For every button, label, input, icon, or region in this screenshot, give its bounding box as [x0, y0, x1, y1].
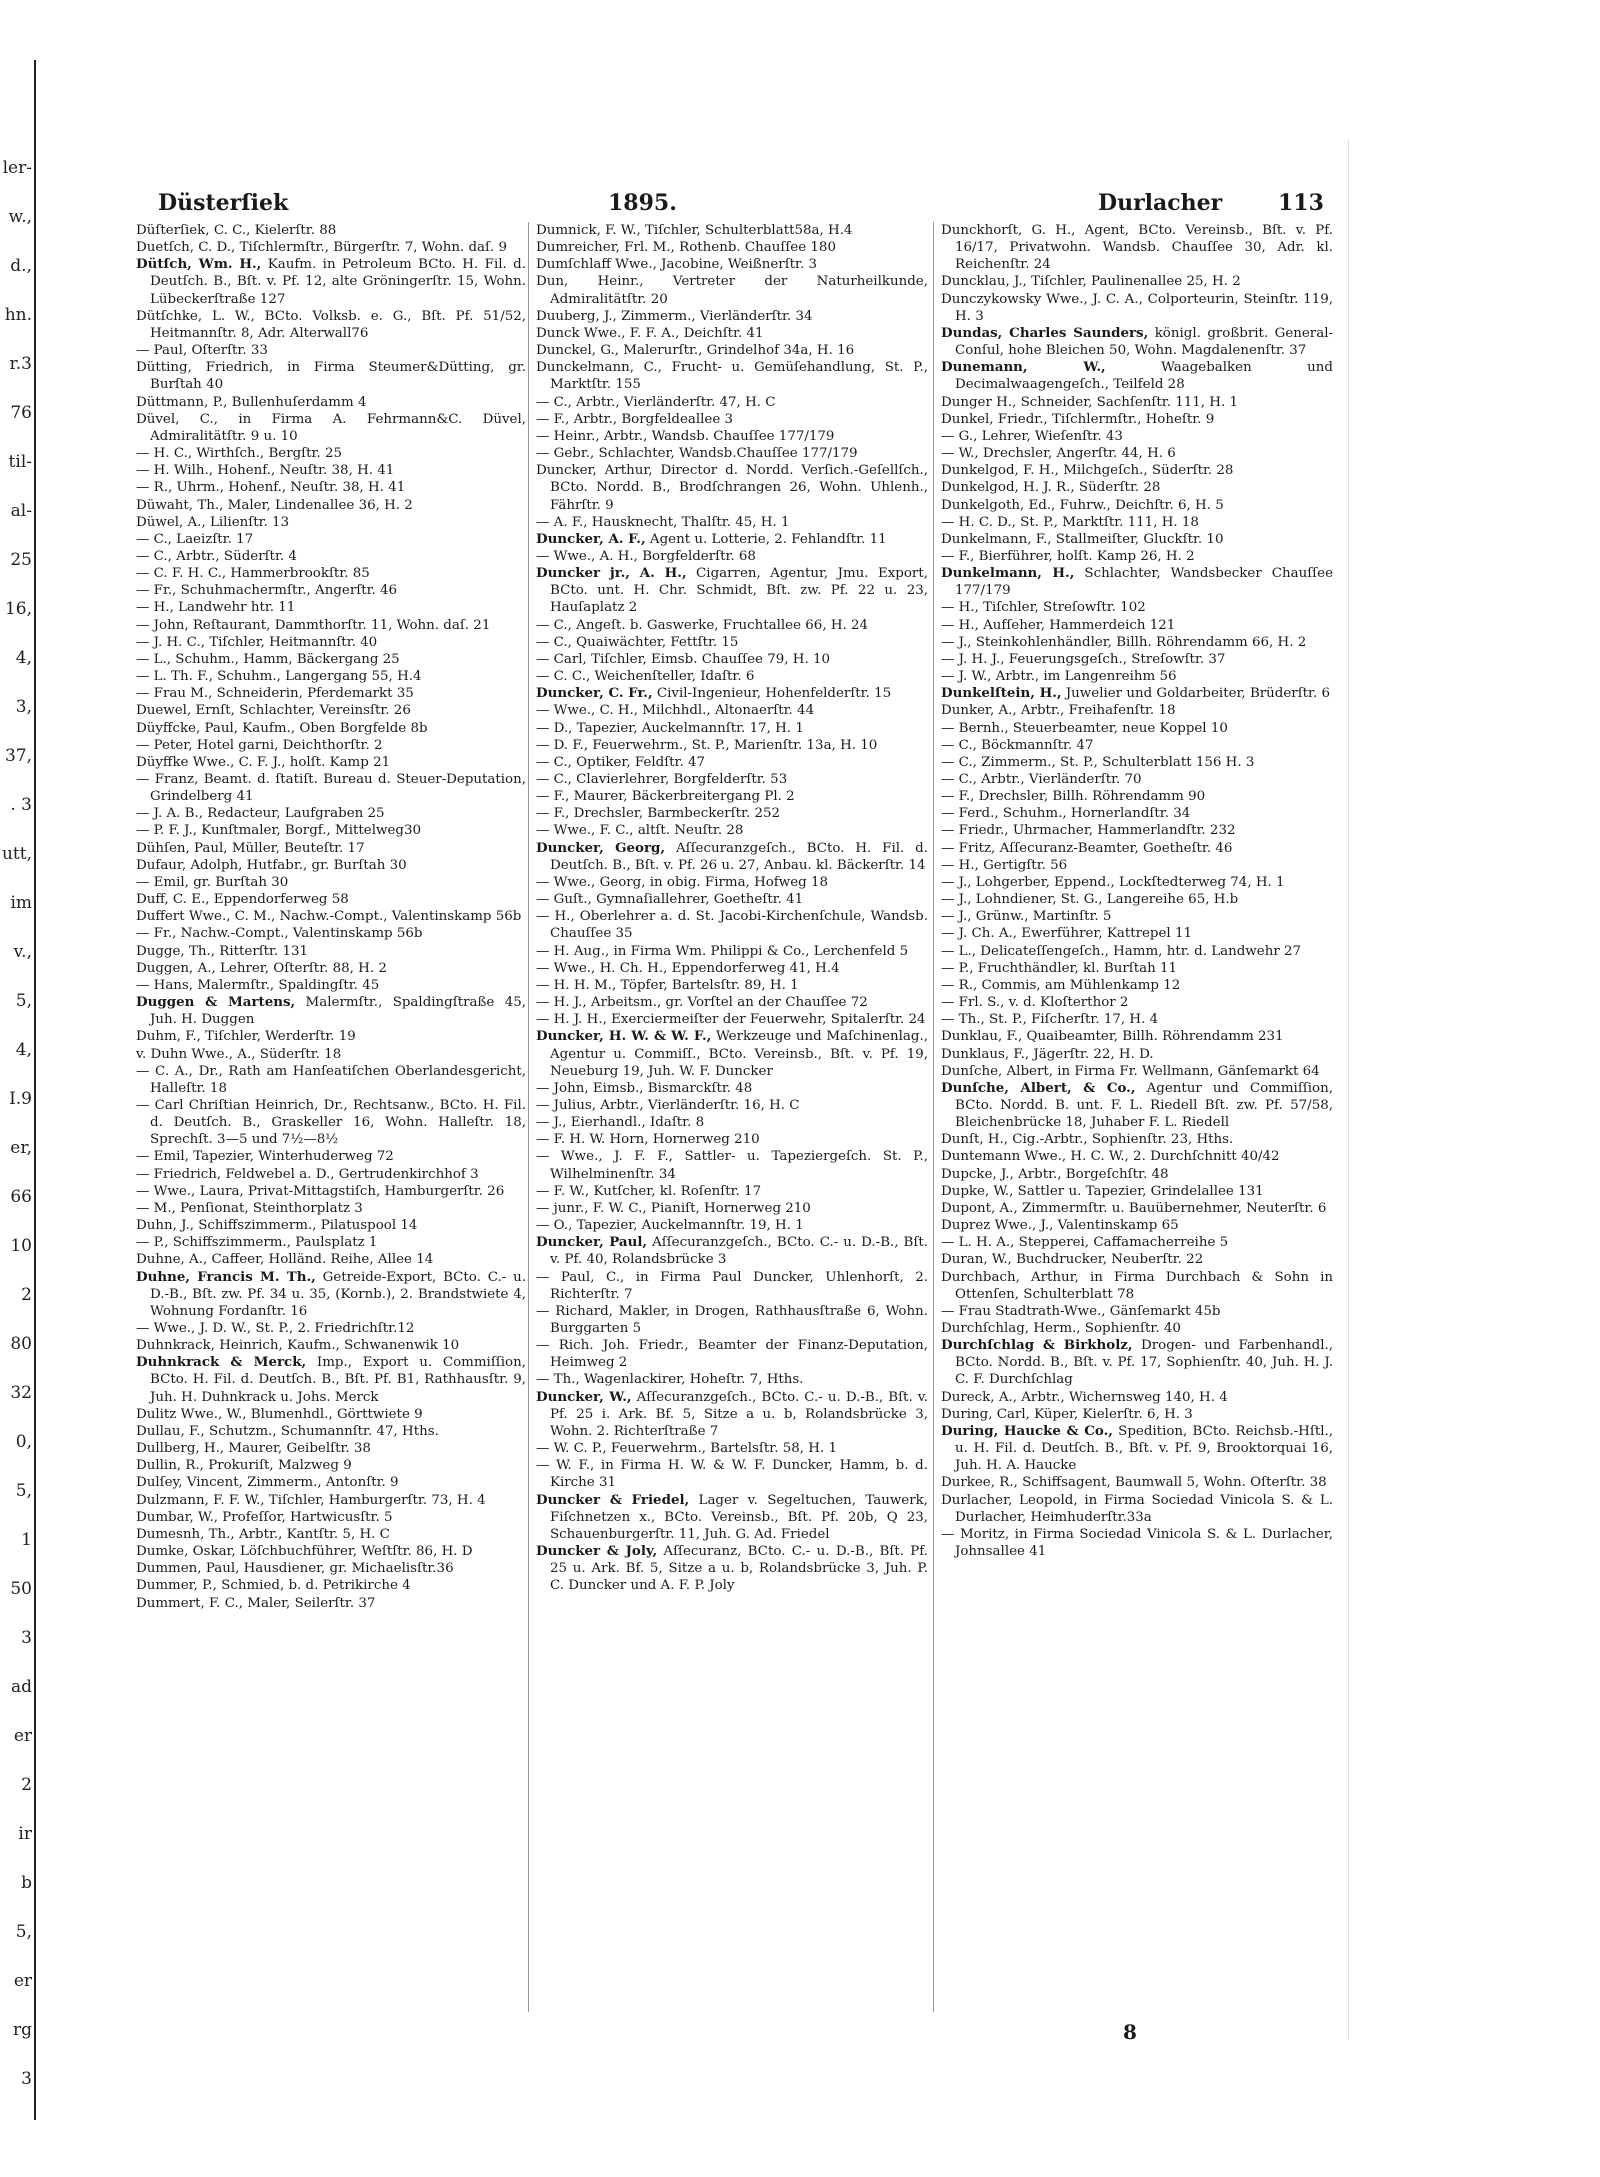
directory-entry: Duggen & Martens, Malermſtr., Spaldingſtraße 45, Juh. H. Duggen — [136, 994, 527, 1028]
directory-entry: Duran, W., Buchdrucker, Neuberſtr. 22 — [941, 1252, 1204, 1268]
directory-entry: — Th., Wagenlackirer, Hoheſtr. 7, Hths. — [536, 1372, 804, 1388]
directory-entry: Durchſchlag, Herm., Sophienſtr. 40 — [941, 1321, 1181, 1336]
directory-entry: — J. W., Arbtr., im Langenreihm 56 — [941, 669, 1177, 685]
margin-fragment: 3 — [21, 2069, 32, 2089]
directory-entry: Duncker, Arthur, Director d. Nordd. Verſich.-Geſellſch., BCto. Nordd. B., Brodſchrangen 26, Wohn. Uhlenh., Fährſtr. 9 — [536, 463, 928, 513]
directory-entry: — Guſt., Gymnaſiallehrer, Goetheſtr. 41 — [536, 892, 804, 908]
directory-entry: — John, Reſtaurant, Dammthorſtr. 11, Wohn. daſ. 21 — [136, 617, 491, 633]
directory-entry: Dulitz Wwe., W., Blumenhdl., Görttwiete 9 — [136, 1406, 423, 1422]
directory-entry: Dunkelmann, H., Schlachter, Wandsbecker Chauſſee 177/179 — [941, 565, 1333, 599]
margin-fragment: w., — [8, 207, 32, 227]
directory-entry: — R., Uhrm., Hohenf., Neuſtr. 38, H. 41 — [136, 480, 406, 496]
margin-fragment: utt, — [1, 844, 32, 864]
directory-entry: Dunkelgod, F. H., Milchgeſch., Süderſtr. 28 — [941, 463, 1234, 479]
margin-fragment: 25 — [10, 550, 32, 570]
directory-entry: — Fritz, Aſſecuranz-Beamter, Goetheſtr. 46 — [941, 840, 1233, 856]
column-2 — [536, 222, 928, 1595]
directory-entry: — Emil, Tapezier, Winterhuderweg 72 — [136, 1149, 394, 1165]
margin-fragment: hn. — [4, 305, 32, 325]
margin-fragment: al- — [10, 501, 32, 521]
directory-entry: Duewel, Ernſt, Schlachter, Vereinsſtr. 26 — [136, 703, 411, 719]
directory-entry: — H. Wilh., Hohenf., Neuſtr. 38, H. 41 — [136, 463, 395, 479]
directory-entry: — J. H. C., Tiſchler, Heitmannſtr. 40 — [136, 634, 378, 650]
directory-entry: Düvel, C., in Firma A. Fehrmann&C. Düvel, Admiralitätſtr. 9 u. 10 — [136, 411, 526, 444]
directory-entry: — W., Drechsler, Angerſtr. 44, H. 6 — [941, 446, 1176, 462]
directory-entry: — Richard, Makler, in Drogen, Rathhausſtraße 6, Wohn. Burggarten 5 — [536, 1303, 928, 1336]
directory-entry: Duncklau, J., Tiſchler, Paulinenallee 25, H. 2 — [941, 274, 1241, 290]
directory-entry: — F., Maurer, Bäckerbreitergang Pl. 2 — [536, 789, 795, 805]
page-header — [138, 190, 1338, 220]
directory-entry: — C., Optiker, Feldſtr. 47 — [536, 754, 706, 770]
directory-entry: — D., Tapezier, Auckelmannſtr. 17, H. 1 — [536, 720, 804, 736]
directory-entry: Dullberg, H., Maurer, Geibelſtr. 38 — [136, 1441, 371, 1457]
directory-entry: — Paul, C., in Firma Paul Duncker, Uhlenhorſt, 2. Richterſtr. 7 — [536, 1269, 928, 1302]
directory-entry: — Carl Chriſtian Heinrich, Dr., Rechtsanw., BCto. H. Fil. d. Deutſch. B., Graskeller 16, Wohn. Halleſtr. 18, Sprechſt. 3—5 und 7½—8½ — [136, 1097, 526, 1148]
directory-entry: Dühſen, Paul, Müller, Beuteſtr. 17 — [136, 840, 365, 856]
directory-entry: — L., Schuhm., Hamm, Bäckergang 25 — [136, 651, 400, 667]
directory-entry: — Frau M., Schneiderin, Pferdemarkt 35 — [136, 686, 414, 702]
directory-entry: Dunkelgod, H. J. R., Süderſtr. 28 — [941, 480, 1161, 496]
margin-fragment: 4, — [15, 648, 32, 668]
directory-entry: Dumſchlaff Wwe., Jacobine, Weißnerſtr. 3 — [536, 257, 817, 273]
margin-fragment: 32 — [10, 1383, 32, 1403]
margin-fragment: r.3 — [9, 354, 32, 374]
directory-entry: — H. J. H., Exerciermeiſter der Feuerwehr, Spitalerſtr. 24 — [536, 1012, 926, 1028]
directory-entry: Dunckel, G., Malerurſtr., Grindelhof 34a, H. 16 — [536, 343, 855, 359]
directory-entry: — J., Lohndiener, St. G., Langereihe 65, H.b — [941, 892, 1239, 908]
directory-entry: — L. Th. F., Schuhm., Langergang 55, H.4 — [136, 669, 422, 685]
margin-fragment: 5, — [15, 991, 32, 1011]
directory-entry: — H., Landwehr htr. 11 — [136, 600, 296, 616]
directory-entry: — C., Laeizſtr. 17 — [136, 531, 254, 547]
directory-entry: Dunſche, Albert, in Firma Fr. Wellmann, Gänſemarkt 64 — [941, 1063, 1320, 1079]
directory-entry: — Friedr., Uhrmacher, Hammerlandſtr. 232 — [941, 823, 1236, 839]
directory-entry: Dummert, F. C., Maler, Seilerſtr. 37 — [136, 1595, 376, 1611]
margin-fragment: b — [21, 1873, 32, 1893]
directory-entry: Duhnkrack & Merck, Imp., Export u. Commiſſion, BCto. H. Fil. d. Deutſch. B., Bſt. Pf. B1, Rathhausſtr. 9, Juh. H. Duhnkrack u. Johs. Merck — [136, 1354, 526, 1405]
directory-entry: — F., Drechsler, Billh. Röhrendamm 90 — [941, 789, 1206, 805]
margin-fragment: . 3 — [10, 795, 32, 815]
directory-entry: Dupcke, J., Arbtr., Borgeſchſtr. 48 — [941, 1166, 1169, 1182]
margin-fragment: 37, — [4, 746, 32, 766]
directory-entry: Dumnick, F. W., Tiſchler, Schulterblatt58a, H.4 — [536, 223, 853, 238]
directory-entry: — Wwe., H. Ch. H., Eppendorferweg 41, H.4 — [536, 960, 840, 976]
margin-fragment: d., — [10, 256, 32, 276]
directory-entry: — H. C. D., St. P., Marktſtr. 111, H. 18 — [941, 514, 1199, 530]
directory-entry: — H., Oberlehrer a. d. St. Jacobi-Kirchenſchule, Wandsb. Chauſſee 35 — [536, 909, 928, 942]
margin-fragment: im — [10, 893, 32, 913]
directory-entry: Duncker, Georg, Aſſecuranzgeſch., BCto. H. Fil. d. Deutſch. B., Bſt. v. Pf. 26 u. 27, Anbau. kl. Bäckerſtr. 14 — [536, 839, 928, 873]
directory-entry: — C., Clavierlehrer, Borgfelderſtr. 53 — [536, 772, 788, 787]
column-1 — [136, 222, 526, 1612]
margin-fragment: 66 — [10, 1187, 32, 1207]
directory-entry: Dummer, P., Schmied, b. d. Petrikirche 4 — [136, 1578, 411, 1594]
directory-entry: — L., Delicateſſengeſch., Hamm, htr. d. Landwehr 27 — [941, 943, 1302, 959]
directory-entry: Duuberg, J., Zimmerm., Vierländerſtr. 34 — [536, 308, 813, 324]
directory-entry: Dumreicher, Frl. M., Rothenb. Chauſſee 180 — [536, 240, 836, 256]
directory-entry: Dunkelſtein, H., Juwelier und Goldarbeiter, Brüderſtr. 6 — [941, 685, 1331, 702]
directory-entry: Dupont, A., Zimmermſtr. u. Bauübernehmer, Neuterſtr. 6 — [941, 1200, 1327, 1216]
directory-entry: — G., Lehrer, Wieſenſtr. 43 — [941, 428, 1123, 444]
directory-entry: — Frau Stadtrath-Wwe., Gänſemarkt 45b — [941, 1303, 1221, 1319]
directory-entry: — C. C., Weichenſteller, Idaſtr. 6 — [536, 669, 755, 685]
directory-entry: — Rich. Joh. Friedr., Beamter der Finanz-Deputation, Heimweg 2 — [536, 1338, 928, 1371]
directory-entry: Dütſchke, L. W., BCto. Volksb. e. G., Bſt. Pf. 51/52, Heitmannſtr. 8, Adr. Alterwall76 — [136, 308, 526, 341]
directory-entry: Dunemann, W., Waagebalken und Decimalwaagengeſch., Teilfeld 28 — [941, 359, 1333, 393]
directory-entry: Dumke, Oskar, Löſchbuchführer, Weſtſtr. 86, H. D — [136, 1544, 473, 1560]
directory-entry: Dun, Heinr., Vertreter der Naturheilkunde, Admiralitätſtr. 20 — [536, 274, 928, 307]
margin-fragment: ir — [18, 1824, 32, 1844]
directory-entry: — C., Arbtr., Süderſtr. 4 — [136, 548, 297, 564]
directory-entry: — Wwe., A. H., Borgfelderſtr. 68 — [536, 548, 756, 564]
directory-entry: — Hans, Malermſtr., Spaldingſtr. 45 — [136, 977, 380, 993]
directory-entry: Düyffcke, Paul, Kaufm., Oben Borgfelde 8b — [136, 720, 428, 736]
directory-entry: Dunklaus, F., Jägerſtr. 22, H. D. — [941, 1046, 1154, 1062]
directory-entry: — L. H. A., Stepperei, Caffamacherreihe 5 — [941, 1235, 1229, 1251]
directory-entry: Dureck, A., Arbtr., Wichernsweg 140, H. 4 — [941, 1389, 1228, 1405]
directory-entry: Dumesnh, Th., Arbtr., Kantſtr. 5, H. C — [136, 1526, 390, 1542]
directory-entry: — F. W., Kutſcher, kl. Roſenſtr. 17 — [536, 1183, 762, 1199]
directory-entry: Duntemann Wwe., H. C. W., 2. Durchſchnitt 40/42 — [941, 1149, 1280, 1165]
directory-entry: Duprez Wwe., J., Valentinskamp 65 — [941, 1218, 1179, 1234]
directory-entry: — Franz, Beamt. d. ſtatiſt. Bureau d. Steuer-Deputation, Grindelberg 41 — [136, 772, 526, 805]
directory-entry: Dummen, Paul, Hausdiener, gr. Michaelisſtr.36 — [136, 1561, 454, 1577]
margin-fragment: 5, — [15, 1481, 32, 1501]
margin-fragment: 2 — [21, 1285, 32, 1305]
directory-entry: — P., Schiffszimmerm., Paulsplatz 1 — [136, 1235, 378, 1251]
directory-entry: Dumbar, W., Profeſſor, Hartwicusſtr. 5 — [136, 1509, 393, 1525]
previous-page-edge — [0, 60, 36, 2120]
directory-entry: — Paul, Oſterſtr. 33 — [136, 343, 268, 359]
directory-entry: — F., Bierführer, holſt. Kamp 26, H. 2 — [941, 548, 1195, 564]
directory-entry: — Wwe., J. F. F., Sattler- u. Tapeziergeſch. St. P., Wilhelminenſtr. 34 — [536, 1149, 928, 1182]
directory-entry: Dunczykowsky Wwe., J. C. A., Colporteurin, Steinſtr. 119, H. 3 — [941, 291, 1333, 324]
directory-entry: Duhnkrack, Heinrich, Kaufm., Schwanenwik 10 — [136, 1338, 460, 1354]
margin-fragment: ad — [10, 1677, 32, 1697]
directory-entry: — J., Lohgerber, Eppend., Lockſtedterweg 74, H. 1 — [941, 874, 1285, 890]
column-rule — [933, 222, 934, 2012]
directory-entry: Duhne, Francis M. Th., Getreide-Export, BCto. C.- u. D.-B., Bſt. zw. Pf. 34 u. 35, (Kornb.), 2. Brandstwiete 4, Wohnung Fordanſtr. 16 — [136, 1268, 527, 1319]
directory-entry: — Carl, Tiſchler, Eimsb. Chauſſee 79, H. 10 — [536, 651, 831, 667]
directory-entry: — C., Arbtr., Vierländerſtr. 47, H. C — [536, 394, 776, 410]
header-year: 1895. — [608, 190, 677, 216]
directory-entry: Durchbach, Arthur, in Firma Durchbach & Sohn in Ottenſen, Schulterblatt 78 — [941, 1269, 1333, 1302]
directory-entry: Dupke, W., Sattler u. Tapezier, Grindelallee 131 — [941, 1183, 1264, 1199]
directory-entry: Duncker, A. F., Agent u. Lotterie, 2. Fehlandſtr. 11 — [536, 530, 887, 547]
directory-entry: — C., Zimmerm., St. P., Schulterblatt 156 H. 3 — [941, 754, 1255, 770]
directory-entry: Düttmann, P., Bullenhuſerdamm 4 — [136, 394, 367, 410]
directory-entry: Dufaur, Adolph, Hutfabr., gr. Burſtah 30 — [136, 857, 407, 873]
directory-entry: — C. F. H. C., Hammerbrookſtr. 85 — [136, 566, 370, 582]
margin-fragment: er — [13, 1726, 32, 1746]
directory-entry: Düwaht, Th., Maler, Lindenallee 36, H. 2 — [136, 497, 413, 513]
directory-entry: Dunck Wwe., F. F. A., Deichſtr. 41 — [536, 325, 764, 341]
directory-entry: — junr., F. W. C., Pianiſt, Hornerweg 210 — [536, 1200, 811, 1216]
directory-entry: — Fr., Schuhmachermſtr., Angerſtr. 46 — [136, 583, 398, 599]
directory-entry: Düwel, A., Lilienſtr. 13 — [136, 514, 290, 530]
directory-entry: — J. A. B., Redacteur, Laufgraben 25 — [136, 806, 385, 822]
directory-entry: Duff, C. E., Eppendorferweg 58 — [136, 892, 349, 908]
directory-entry: Dunklau, F., Quaibeamter, Billh. Röhrendamm 231 — [941, 1029, 1284, 1045]
margin-fragment: rg — [12, 2020, 32, 2040]
directory-entry: — P., Fruchthändler, kl. Burſtah 11 — [941, 960, 1178, 976]
directory-entry: Dunger H., Schneider, Sachſenſtr. 111, H. 1 — [941, 394, 1238, 410]
margin-fragment: 80 — [10, 1334, 32, 1354]
directory-entry: — F., Drechsler, Barmbeckerſtr. 252 — [536, 806, 781, 822]
directory-entry: — P. F. J., Kunſtmaler, Borgf., Mittelweg30 — [136, 823, 421, 839]
directory-entry: v. Duhn Wwe., A., Süderſtr. 18 — [136, 1046, 342, 1062]
directory-entry: — John, Eimsb., Bismarckſtr. 48 — [536, 1080, 753, 1096]
page-number: 113 — [1278, 190, 1324, 216]
margin-fragment: v., — [13, 942, 32, 962]
directory-entry: Duetſch, C. D., Tiſchlermſtr., Bürgerſtr. 7, Wohn. daſ. 9 — [136, 240, 507, 256]
directory-entry: — Gebr., Schlachter, Wandsb.Chauſſee 177/179 — [536, 446, 858, 462]
margin-fragment: til- — [8, 452, 32, 472]
directory-entry: Duncker, H. W. & W. F., Werkzeuge und Maſchinenlag., Agentur u. Commiſſ., BCto. Vereinsb., Bſt. v. Pf. 19, Neueburg 19, Juh. W. F. Duncker — [536, 1028, 928, 1079]
directory-entry: Dunckelmann, C., Frucht- u. Gemüſehandlung, St. P., Marktſtr. 155 — [536, 360, 928, 393]
margin-fragment: ler- — [2, 158, 32, 178]
margin-fragment: 0, — [15, 1432, 32, 1452]
directory-entry: Dunckhorſt, G. H., Agent, BCto. Vereinsb., Bſt. v. Pf. 16/17, Privatwohn. Wandsb. Chauſſee 30, Adr. kl. Reichenſtr. 24 — [941, 223, 1333, 273]
directory-entry: — A. F., Hausknecht, Thalſtr. 45, H. 1 — [536, 514, 790, 530]
margin-fragment: 50 — [10, 1579, 32, 1599]
directory-entry: Dullau, F., Schutzm., Schumannſtr. 47, Hths. — [136, 1423, 439, 1439]
header-right-word: Durlacher — [1098, 190, 1223, 216]
directory-entry: — Peter, Hotel garni, Deichthorſtr. 2 — [136, 737, 383, 753]
directory-entry: — O., Tapezier, Auckelmannſtr. 19, H. 1 — [536, 1218, 804, 1234]
margin-fragment: I.9 — [9, 1089, 32, 1109]
directory-entry: — H., Tiſchler, Streſowſtr. 102 — [941, 600, 1146, 616]
directory-entry: Dulſey, Vincent, Zimmerm., Antonſtr. 9 — [136, 1475, 399, 1491]
directory-entry: Dundas, Charles Saunders, königl. großbrit. General-Conſul, hohe Bleichen 50, Wohn. Magdalenenſtr. 37 — [941, 324, 1334, 359]
directory-entry: — J., Eierhandl., Idaſtr. 8 — [536, 1115, 705, 1131]
directory-entry: — Moritz, in Firma Sociedad Vinicola S. & L. Durlacher, Johnsallee 41 — [941, 1526, 1333, 1560]
margin-fragment: er, — [10, 1138, 32, 1158]
directory-entry: — Wwe., C. H., Milchhdl., Altonaerſtr. 44 — [536, 703, 815, 719]
margin-fragment: er — [13, 1971, 32, 1991]
directory-entry: — Wwe., F. C., altſt. Neuſtr. 28 — [536, 823, 744, 839]
directory-entry: Dulzmann, F. F. W., Tiſchler, Hamburgerſtr. 73, H. 4 — [136, 1492, 486, 1508]
header-left-word: Düsterſiek — [158, 190, 289, 216]
directory-entry: During, Haucke & Co., Spedition, BCto. Reichsb.-Hſtl., u. H. Fil. d. Deutſch. B., Bſt. v. Pf. 9, Brooktorquai 16, Juh. H. A. Haucke — [941, 1422, 1333, 1474]
directory-entry: — R., Commis, am Mühlenkamp 12 — [941, 977, 1181, 993]
directory-entry: — Friedrich, Feldwebel a. D., Gertrudenkirchhof 3 — [136, 1166, 479, 1182]
directory-entry: — Heinr., Arbtr., Wandsb. Chauſſee 177/179 — [536, 428, 835, 444]
directory-entry: Duggen, A., Lehrer, Oſterſtr. 88, H. 2 — [136, 960, 387, 976]
directory-entry: Duncker, W., Aſſecuranzgeſch., BCto. C.- u. D.-B., Bſt. v. Pf. 25 i. Ark. Bf. 5, Sitze a u. b, Rolandsbrücke 3, Wohn. 2. Richterſtraße 7 — [536, 1388, 928, 1439]
directory-entry: Dunkelmann, F., Stallmeiſter, Gluckſtr. 10 — [941, 531, 1224, 547]
signature-mark: 8 — [1123, 2020, 1137, 2044]
directory-entry: Duncker jr., A. H., Cigarren, Agentur, Jmu. Export, BCto. unt. H. Chr. Schmidt, Bſt. zw. Pf. 22 u. 23, Hauſaplatz 2 — [536, 565, 928, 616]
directory-entry: — Fr., Nachw.-Compt., Valentinskamp 56b — [136, 926, 423, 942]
directory-entry: Dunkel, Friedr., Tiſchlermſtr., Hoheſtr. 9 — [941, 411, 1215, 427]
directory-entry: — C., Angeſt. b. Gaswerke, Fruchtallee 66, H. 24 — [536, 617, 869, 633]
directory-entry: — Bernh., Steuerbeamter, neue Koppel 10 — [941, 720, 1228, 736]
directory-entry: Duncker, Paul, Aſſecuranzgeſch., BCto. C.- u. D.-B., Bſt. v. Pf. 40, Rolandsbrücke 3 — [536, 1234, 928, 1268]
directory-entry: Dunker, A., Arbtr., Freihafenſtr. 18 — [941, 703, 1176, 719]
directory-entry: Dullin, R., Prokuriſt, Malzweg 9 — [136, 1458, 352, 1474]
directory-entry: — Wwe., Georg, in obig. Firma, Hofweg 18 — [536, 874, 829, 890]
directory-page — [118, 140, 1349, 2044]
directory-entry: Dütting, Friedrich, in Firma Steumer&Dütting, gr. Burſtah 40 — [136, 360, 526, 393]
directory-entry: — C., Quaiwächter, Fettſtr. 15 — [536, 634, 739, 650]
margin-fragment: 3 — [21, 1628, 32, 1648]
directory-entry: — F. H. W. Horn, Hornerweg 210 — [536, 1132, 760, 1148]
margin-fragment: 10 — [10, 1236, 32, 1256]
directory-entry: Duncker, C. Fr., Civil-Ingenieur, Hohenfelderſtr. 15 — [536, 685, 892, 702]
directory-entry: — H. H. M., Töpfer, Bartelsſtr. 89, H. 1 — [536, 977, 799, 993]
directory-entry: — Julius, Arbtr., Vierländerſtr. 16, H. C — [536, 1097, 800, 1113]
directory-entry: — H. C., Wirthſch., Bergſtr. 25 — [136, 446, 342, 462]
directory-entry: Durkee, R., Schiffsagent, Baumwall 5, Wohn. Oſterſtr. 38 — [941, 1475, 1327, 1491]
directory-entry: — J., Grünw., Martinſtr. 5 — [941, 909, 1112, 925]
directory-entry: Dunſche, Albert, & Co., Agentur und Commiſſion, BCto. Nordd. B. unt. F. L. Riedell Bſt. zw. Pf. 57/58, Bleichenbrücke 18, Juhaber F. L. Riedell — [941, 1079, 1333, 1131]
directory-entry: Dunſt, H., Cig.-Arbtr., Sophienſtr. 23, Hths. — [941, 1132, 1234, 1148]
column-3 — [941, 222, 1333, 1560]
directory-entry: — C., Böckmannſtr. 47 — [941, 737, 1094, 753]
directory-entry: — Wwe., Laura, Privat-Mittagstiſch, Hamburgerſtr. 26 — [136, 1183, 505, 1199]
directory-entry: — C. A., Dr., Rath am Hanſeatiſchen Oberlandesgericht, Halleſtr. 18 — [136, 1063, 526, 1096]
directory-entry: Dunkelgoth, Ed., Fuhrw., Deichſtr. 6, H. 5 — [941, 497, 1224, 513]
directory-entry: During, Carl, Küper, Kielerſtr. 6, H. 3 — [941, 1406, 1193, 1422]
directory-entry: — W. F., in Firma H. W. & W. F. Duncker, Hamm, b. d. Kirche 31 — [536, 1458, 928, 1491]
directory-entry: Durlacher, Leopold, in Firma Sociedad Vinicola S. & L. Durlacher, Heimhuderſtr.33a — [941, 1492, 1333, 1525]
directory-entry: — H. Aug., in Firma Wm. Philippi & Co., Lerchenfeld 5 — [536, 943, 909, 959]
directory-entry: — H. J., Arbeitsm., gr. Vorſtel an der Chauſſee 72 — [536, 995, 868, 1011]
directory-entry: Duhm, F., Tiſchler, Werderſtr. 19 — [136, 1029, 356, 1045]
directory-entry: Dugge, Th., Ritterſtr. 131 — [136, 943, 309, 959]
directory-entry: — J. H. J., Feuerungsgeſch., Streſowſtr. 37 — [941, 651, 1226, 667]
margin-fragment: 3, — [15, 697, 32, 717]
directory-entry: Durchſchlag & Birkholz, Drogen- und Farbenhandl., BCto. Nordd. B., Bſt. v. Pf. 17, Sophienſtr. 40, Juh. H. J. C. F. Durchſchlag — [941, 1337, 1333, 1388]
directory-entry: Düyffke Wwe., C. F. J., holſt. Kamp 21 — [136, 754, 391, 770]
margin-fragment: 16, — [4, 599, 32, 619]
directory-entry: — Ferd., Schuhm., Hornerlandſtr. 34 — [941, 806, 1191, 822]
directory-entry: — F., Arbtr., Borgfeldeallee 3 — [536, 411, 734, 427]
directory-entry: — J., Steinkohlenhändler, Billh. Röhrendamm 66, H. 2 — [941, 634, 1307, 650]
directory-entry: Duhne, A., Caffeer, Holländ. Reihe, Allee 14 — [136, 1252, 434, 1268]
directory-entry: — M., Penſionat, Steinthorplatz 3 — [136, 1200, 363, 1216]
directory-entry: — Frl. S., v. d. Kloſterthor 2 — [941, 995, 1129, 1011]
directory-entry: Duncker & Friedel, Lager v. Segeltuchen, Tauwerk, Fiſchnetzen x., BCto. Vereinsb., Bſt. Pf. 20b, Q 23, Schauenburgerſtr. 11, Juh. G. Ad. Friedel — [536, 1491, 928, 1542]
directory-entry: — H., Aufſeher, Hammerdeich 121 — [941, 617, 1176, 633]
margin-fragment: 2 — [21, 1775, 32, 1795]
directory-entry: — C., Arbtr., Vierländerſtr. 70 — [941, 772, 1142, 787]
margin-fragment: 5, — [15, 1922, 32, 1942]
directory-entry: — J. Ch. A., Ewerführer, Kattrepel 11 — [941, 926, 1192, 942]
directory-entry: — Emil, gr. Burſtah 30 — [136, 874, 289, 890]
directory-entry: — D. F., Feuerwehrm., St. P., Marienſtr. 13a, H. 10 — [536, 737, 878, 753]
directory-entry: — Wwe., J. D. W., St. P., 2. Friedrichſtr.12 — [136, 1321, 415, 1336]
margin-fragment: 1 — [21, 1530, 32, 1550]
directory-entry: Duncker & Joly, Aſſecuranz, BCto. C.- u. D.-B., Bſt. Pf. 25 u. Ark. Bf. 5, Sitze a u. b, Rolandsbrücke 3, Juh. P. C. Duncker und A. F. P. Joly — [536, 1543, 928, 1594]
directory-entry: Dütſch, Wm. H., Kaufm. in Petroleum BCto. H. Fil. d. Deutſch. B., Bſt. v. Pf. 12, alte Gröningerſtr. 15, Wohn. Lübeckerſtraße 127 — [136, 256, 527, 307]
margin-fragment: 76 — [10, 403, 32, 423]
margin-fragment: 4, — [15, 1040, 32, 1060]
directory-entry: — H., Gertigſtr. 56 — [941, 857, 1068, 873]
directory-entry: Duffert Wwe., C. M., Nachw.-Compt., Valentinskamp 56b — [136, 909, 522, 925]
directory-entry: Duhn, J., Schiffszimmerm., Pilatuspool 14 — [136, 1218, 418, 1234]
directory-entry: — W. C. P., Feuerwehrm., Bartelsſtr. 58, H. 1 — [536, 1441, 837, 1457]
column-rule — [528, 222, 529, 2012]
directory-entry: — Th., St. P., Fiſcherſtr. 17, H. 4 — [941, 1012, 1159, 1028]
directory-entry: Düſterſiek, C. C., Kielerſtr. 88 — [136, 223, 337, 238]
